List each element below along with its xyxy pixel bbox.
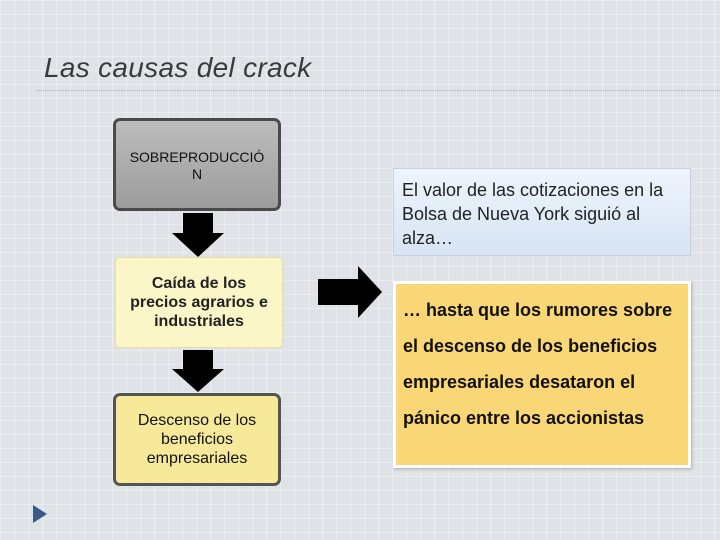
down-arrow-icon	[172, 350, 224, 392]
descenso-beneficios-box	[113, 393, 281, 486]
sobreproduccion-box	[113, 118, 281, 211]
caida-precios-box	[115, 257, 283, 348]
rumores-body: hasta que los rumores sobre el descenso de los beneficios empresariales desataron el pánico entre los accionistas	[403, 300, 673, 428]
cotizaciones-box	[393, 168, 691, 256]
sobreproduccion-label: SOBREPRODUCCIÓN	[129, 149, 265, 182]
slide-title: Las causas del crack	[44, 52, 312, 83]
caida-precios-label: Caída de los precios agrarios e industriales	[130, 275, 268, 330]
rumores-ellipsis: …	[403, 300, 421, 320]
rumores-text	[403, 292, 680, 465]
rumores-box	[393, 281, 691, 468]
title-divider	[36, 90, 720, 91]
right-arrow-icon	[318, 266, 382, 318]
down-arrow-icon	[172, 213, 224, 257]
cotizaciones-text: El valor de las cotizaciones en la Bolsa de Nueva York siguió al alza…	[402, 180, 664, 248]
play-triangle-icon[interactable]	[33, 505, 47, 523]
descenso-beneficios-label: Descenso de los beneficios empresariales	[137, 412, 257, 467]
